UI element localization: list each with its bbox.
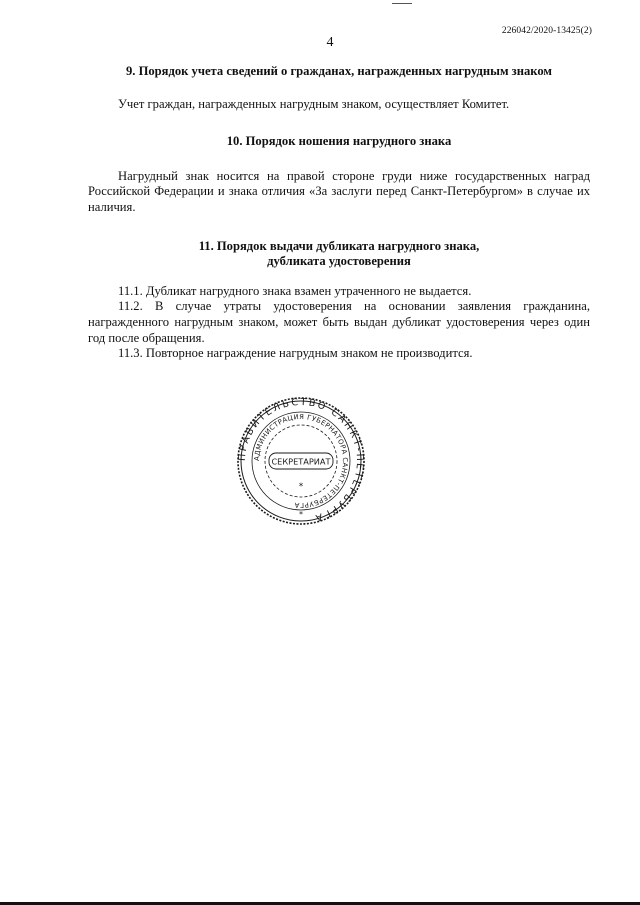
stamp-outer-text: ПРАВИТЕЛЬСТВО САНКТ-ПЕТЕРБУРГА [236, 396, 366, 524]
page-number: 4 [326, 35, 334, 50]
official-stamp [236, 396, 366, 526]
top-scan-mark [392, 3, 412, 4]
section-9-heading: 9. Порядок учета сведений о гражданах, награжденных нагрудным знаком [125, 64, 553, 78]
section-11-heading-line-1: 11. Порядок выдачи дубликата нагрудного знака, [198, 238, 480, 253]
section-10-heading: 10. Порядок ношения нагрудного знака [226, 134, 452, 149]
section-10-paragraph: Нагрудный знак носится на правой стороне груди ниже государственных наград Российской Федерации и знака отличия «За заслуги перед Санкт-Петербургом» в случае их наличия. [88, 168, 590, 214]
stamp-seal [236, 396, 366, 526]
document-code: 226042/2020-13425(2) [501, 26, 592, 36]
stamp-inner-text: АДМИНИСТРАЦИЯ ГУБЕРНАТОРА САНКТ-ПЕТЕРБУРГА [252, 412, 350, 510]
clause-11-2: 11.2. В случае утраты удостоверения на основании заявления гражданина, награжденного нагрудным знаком, может быть выдан дубликат удостоверения через один год после обращения. [88, 299, 590, 345]
clause-11-1: 11.1. Дубликат нагрудного знака взамен утраченного не выдается. [118, 283, 472, 298]
section-11-heading [88, 239, 590, 270]
section-9-paragraph: Учет граждан, награжденных нагрудным знаком, осуществляет Комитет. [118, 96, 510, 111]
stamp-center-text: СЕКРЕТАРИАТ [271, 456, 331, 467]
stamp-bottom-star-icon: * [299, 510, 303, 519]
document-body [88, 62, 590, 362]
clause-11-3: 11.3. Повторное награждение нагрудным знаком не производится. [118, 346, 473, 361]
stamp-star-icon: * [298, 482, 304, 492]
section-11-heading-line-2: дубликата удостоверения [267, 254, 411, 269]
